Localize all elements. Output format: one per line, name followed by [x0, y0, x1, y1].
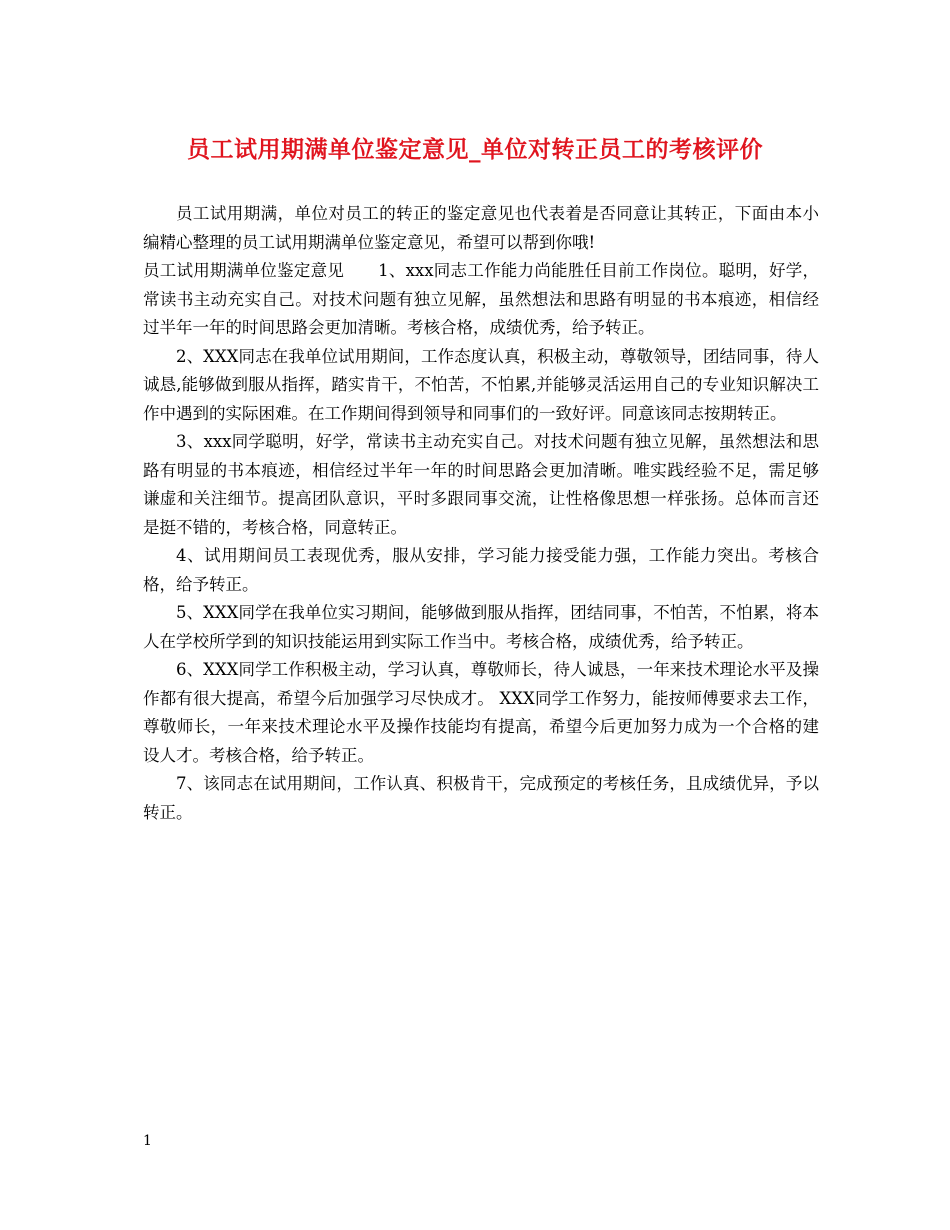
intro-paragraph: 员工试用期满，单位对员工的转正的鉴定意见也代表着是否同意让其转正，下面由本小编精心整理的员工试用期满单位鉴定意见，希望可以帮到你哦! [143, 204, 819, 252]
document-body [143, 200, 819, 827]
list-item: 2、XXX同志在我单位试用期间，工作态度认真，积极主动，尊敬领导，团结同事，待人诚恳,能够做到服从指挥，踏实肯干，不怕苦，不怕累,并能够灵活运用自己的专业知识解决工作中遇到的实际困难。在工作期间得到领导和同事们的一致好评。同意该同志按期转正。 [143, 346, 819, 423]
list-item: 5、XXX同学在我单位实习期间，能够做到服从指挥，团结同事，不怕苦，不怕累，将本人在学校所学到的知识技能运用到实际工作当中。考核合格，成绩优秀，给予转正。 [143, 603, 819, 651]
list-item: 3、xxx同学聪明，好学，常读书主动充实自己。对技术问题有独立见解，虽然想法和思路有明显的书本痕迹，相信经过半年一年的时间思路会更加清晰。唯实践经验不足，需足够谦虚和关注细节。提高团队意识，平时多跟同事交流，让性格像思想一样张扬。总体而言还是挺不错的，考核合格，同意转正。 [143, 432, 819, 537]
list-item: 6、XXX同学工作积极主动，学习认真，尊敬师长，待人诚恳，一年来技术理论水平及操作都有很大提高，希望今后加强学习尽快成才。 XXX同学工作努力，能按师傅要求去工作，尊敬师长，一年来技术理论水平及操作技能均有提高，希望今后更加努力成为一个合格的建设人才。考核合格，给予转正。 [143, 660, 819, 765]
list-item: 4、试用期间员工表现优秀，服从安排，学习能力接受能力强，工作能力突出。考核合格，给予转正。 [143, 546, 819, 594]
list-item: 7、该同志在试用期间，工作认真、积极肯干，完成预定的考核任务，且成绩优异，予以转正。 [143, 774, 819, 822]
document-title: 员工试用期满单位鉴定意见_单位对转正员工的考核评价 [187, 136, 763, 163]
section-heading: 员工试用期满单位鉴定意见 [143, 261, 345, 280]
list-item: 1、xxx同志工作能力尚能胜任目前工作岗位。聪明，好学，常读书主动充实自己。对技术问题有独立见解，虽然想法和思路有明显的书本痕迹，相信经过半年一年的时间思路会更加清晰。考核合格，成绩优秀，给予转正。 [143, 261, 819, 337]
page-number: 1 [143, 1133, 152, 1149]
section-paragraph [143, 257, 819, 343]
